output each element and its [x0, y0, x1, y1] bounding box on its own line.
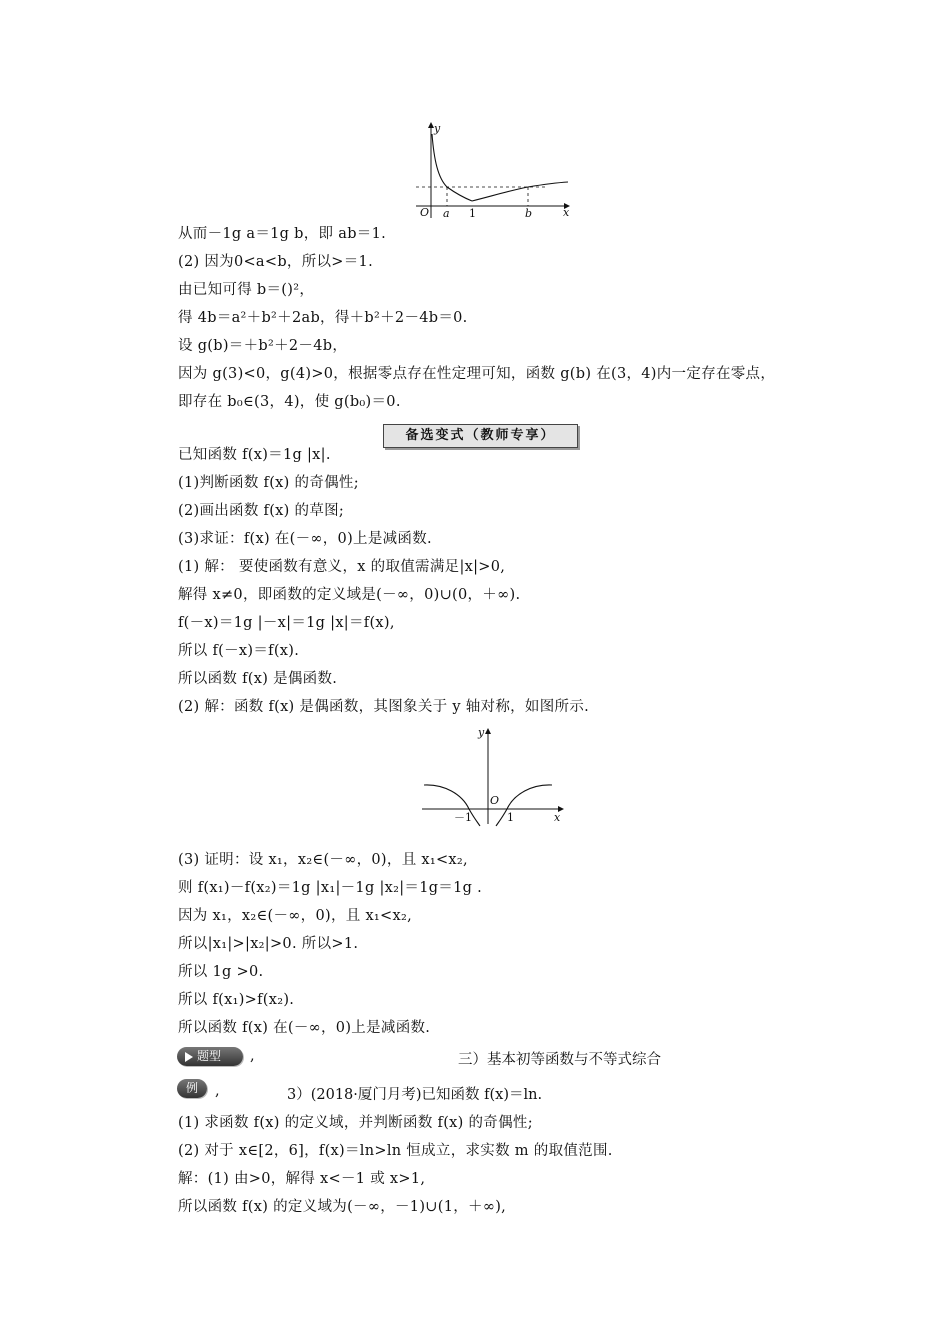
tick-b-label: b — [525, 207, 533, 220]
curve-right-branch — [496, 785, 552, 826]
tick-1-label: 1 — [469, 207, 476, 220]
text-line: 已知函数 f(x)＝1g |x|. — [178, 447, 331, 463]
origin-label: O — [490, 794, 500, 807]
text-line: 即存在 b₀∈(3，4)，使 g(b₀)＝0. — [178, 394, 401, 410]
text-line: 所以 1g >0. — [178, 964, 264, 980]
topic-badge — [177, 1047, 243, 1066]
log-abs-graph-svg — [418, 724, 568, 828]
text-line: (2) 对于 x∈[2，6]，f(x)＝ln>ln 恒成立，求实数 m 的取值范围. — [178, 1143, 613, 1159]
text-line: 得 4b＝a²＋b²＋2ab，得＋b²＋2－4b＝0. — [178, 310, 468, 326]
tick-neg1-label: －1 — [454, 811, 472, 824]
x-axis-label: x — [563, 206, 570, 219]
text-line: 所以函数 f(x) 是偶函数. — [178, 671, 338, 687]
y-axis-label: y — [478, 726, 485, 739]
text-line: 从而－1g a＝1g b，即 ab＝1. — [178, 226, 387, 242]
text-line: 所以|x₁|>|x₂|>0. 所以>1. — [178, 936, 359, 952]
topic-comma: , — [250, 1048, 255, 1064]
text-line: 所以函数 f(x) 在(－∞，0)上是减函数. — [178, 1020, 431, 1036]
tick-a-label: a — [443, 207, 450, 220]
abs-log-graph-svg — [412, 120, 572, 220]
x-axis-label: x — [554, 811, 561, 824]
text-line: (2) 因为0<a<b，所以>＝1. — [178, 254, 373, 270]
figure-log-abs-graph — [418, 724, 568, 828]
text-line: 解得 x≠0，即函数的定义域是(－∞，0)∪(0，＋∞). — [178, 587, 521, 603]
topic-title: 三）基本初等函数与不等式综合 — [458, 1052, 661, 1068]
text-line: (1)判断函数 f(x) 的奇偶性; — [178, 475, 359, 491]
text-line: (1) 解： 要使函数有意义，x 的取值需满足|x|>0, — [178, 559, 506, 575]
curve-right-branch — [472, 182, 568, 201]
text-line: (3) 证明：设 x₁，x₂∈(－∞，0)，且 x₁<x₂, — [178, 852, 468, 868]
text-line: 由已知可得 b＝()²， — [178, 282, 315, 298]
curve-left-branch — [432, 134, 472, 201]
section-banner: 备选变式（教师专享） — [383, 424, 578, 448]
y-axis-arrow-icon — [485, 728, 491, 734]
example-badge — [177, 1079, 207, 1098]
y-axis-label: y — [434, 122, 441, 135]
text-line: 解：(1) 由>0，解得 x<－1 或 x>1, — [178, 1171, 426, 1187]
text-line: 则 f(x₁)－f(x₂)＝1g |x₁|－1g |x₂|＝1g＝1g . — [178, 880, 483, 896]
example-title: 3）(2018·厦门月考)已知函数 f(x)＝ln. — [287, 1087, 543, 1103]
text-line: (1) 求函数 f(x) 的定义域，并判断函数 f(x) 的奇偶性; — [178, 1115, 533, 1131]
text-line: 设 g(b)＝＋b²＋2－4b， — [178, 338, 348, 354]
example-comma: , — [215, 1083, 220, 1099]
text-line: (2) 解：函数 f(x) 是偶函数，其图象关于 y 轴对称，如图所示. — [178, 699, 590, 715]
tick-1-label: 1 — [507, 811, 514, 824]
text-line: 因为 g(3)<0，g(4)>0，根据零点存在性定理可知，函数 g(b) 在(3，4)内一定存在零点， — [178, 366, 776, 382]
text-line: f(－x)＝1g |－x|＝1g |x|＝f(x), — [178, 615, 395, 631]
text-line: (3)求证：f(x) 在(－∞，0)上是减函数. — [178, 531, 432, 547]
topic-badge-label: 题型 — [197, 1049, 222, 1063]
figure-abs-log-graph — [412, 120, 572, 220]
origin-label: O — [420, 206, 430, 219]
text-line: 所以函数 f(x) 的定义域为(－∞，－1)∪(1，＋∞), — [178, 1199, 507, 1215]
play-triangle-icon — [185, 1052, 193, 1062]
text-line: 所以 f(－x)＝f(x). — [178, 643, 300, 659]
text-line: 所以 f(x₁)>f(x₂). — [178, 992, 295, 1008]
example-badge-label: 例 — [185, 1081, 198, 1095]
text-line: (2)画出函数 f(x) 的草图; — [178, 503, 345, 519]
text-line: 因为 x₁，x₂∈(－∞，0)，且 x₁<x₂, — [178, 908, 412, 924]
